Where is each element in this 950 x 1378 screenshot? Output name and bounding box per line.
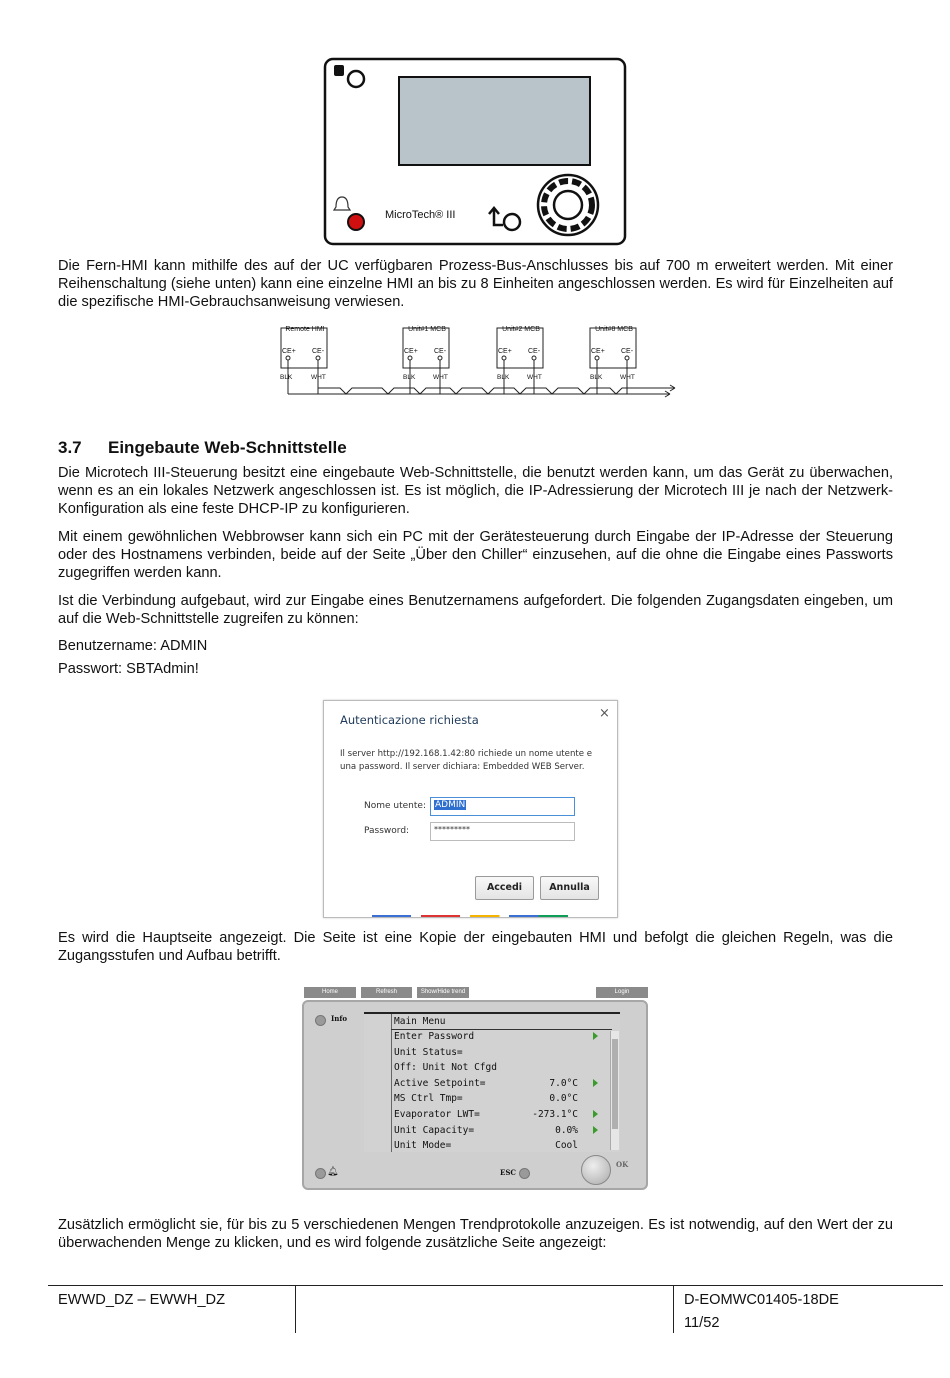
footer-divider-right: [673, 1285, 674, 1333]
paragraph-main-page: Es wird die Hauptseite angezeigt. Die Seite ist eine Kopie der eingebauten HMI und befolgt die gleichen Regeln, was die Zugangsstufen und Aufbau betrifft.: [58, 930, 893, 964]
hmi-brand-label: MicroTech® III: [385, 209, 456, 221]
bus-module-title: Unit#1 MCB: [408, 326, 446, 333]
wire-label: BLK: [403, 374, 416, 381]
pin-label: CE+: [591, 348, 605, 355]
esc-label: ESC: [500, 1168, 516, 1177]
paragraph-web-login: Ist die Verbindung aufgebaut, wird zur Eingabe eines Benutzernamens aufgefordert. Die folgenden Zugangsdaten eingeben, um auf die Web-Schnittstelle zugreifen zu können:: [58, 593, 893, 627]
paragraph-remote-hmi: Die Fern-HMI kann mithilfe des auf der UC verfügbaren Prozess-Bus-Anschlusses bis auf 700 m erweitert werden. Mit einer Reihenschaltung (siehe unten) kann eine einzelne HMI an bis zu 8 Einheiten angeschlossen werden. Es wird für Einzelheiten auf die spezifische HMI-Gebrauchsanweisung verwiesen.: [58, 258, 893, 310]
bus-module-unit8: [590, 326, 638, 333]
bus-module-unit2: [497, 326, 545, 333]
paragraph-web-intro: Die Microtech III-Steuerung besitzt eine eingebaute Web-Schnittstelle, die benutzt werden kann, um das Gerät zu überwachen, wenn es an ein lokales Netzwerk angeschlossen ist. Es ist möglich, die IP-Adressierung der Microtech III je nach der Netzwerk-Konfiguration als eine feste DHCP-IP zu konfigurieren.: [58, 465, 893, 517]
arrow-right-icon[interactable]: [593, 1032, 598, 1040]
menu-row-value: -273.1°C: [532, 1109, 578, 1120]
menu-row-value: 0.0%: [555, 1124, 578, 1136]
scrollbar-thumb[interactable]: [612, 1039, 618, 1129]
paragraph-web-browser: Mit einem gewöhnlichen Webbrowser kann sich ein PC mit der Gerätesteuerung durch Eingabe der IP-Adresse der Steuerung oder des Hostnamens verbinden, beide auf der Seite „Über den Chiller“ einzusehen, auf die ohne die Eingabe eines Passworts zugegriffen werden kann.: [58, 529, 893, 581]
info-label: Info: [331, 1014, 348, 1023]
menu-title-text: Main Menu: [394, 1016, 446, 1027]
credential-username: Benutzername: ADMIN: [58, 638, 208, 654]
esc-button[interactable]: [519, 1168, 530, 1179]
section-heading: [58, 438, 347, 458]
pin-label: CE+: [498, 348, 512, 355]
credential-password: Passwort: SBTAdmin!: [58, 661, 199, 677]
menu-row-label: Enter Password: [394, 1031, 475, 1042]
alarm-led-icon: [315, 1168, 326, 1179]
menu-row-label: Evaporator LWT=: [394, 1109, 480, 1120]
pin-label: CE+: [404, 348, 418, 355]
menu-row-value: Cool: [555, 1140, 578, 1152]
menu-row-label: Unit Mode=: [394, 1140, 452, 1152]
arrow-right-icon[interactable]: [593, 1126, 598, 1134]
menu-row[interactable]: [394, 1076, 612, 1091]
username-input[interactable]: [430, 797, 575, 816]
ok-knob[interactable]: [581, 1155, 611, 1185]
annulla-button: Annulla: [540, 876, 599, 900]
home-button[interactable]: Home: [304, 987, 356, 998]
accedi-button[interactable]: Accedi: [475, 876, 534, 900]
wire-label: WHT: [311, 374, 326, 381]
auth-dialog-message-line1: Il server http://192.168.1.42:80 richiede un nome utente e: [340, 749, 593, 759]
bus-module-title: Unit#8 MCB: [595, 326, 633, 333]
pin-label: CE-: [528, 348, 541, 355]
section-number: 3.7: [58, 438, 82, 457]
menu-left-rule: [391, 1014, 392, 1152]
menu-row-label: Off: Unit Not Cfgd: [394, 1062, 497, 1074]
username-value: ADMIN: [435, 800, 466, 810]
arrow-right-icon[interactable]: [593, 1110, 598, 1118]
info-led-icon: [315, 1015, 326, 1026]
auth-dialog-title: Autenticazione richiesta: [340, 713, 479, 727]
password-input[interactable]: [430, 822, 575, 841]
browser-accent-strip: [372, 915, 568, 917]
menu-row-label: Unit Status=: [394, 1046, 463, 1058]
hmi-device-drawing: [323, 57, 628, 247]
close-icon[interactable]: ×: [599, 706, 610, 721]
username-label: Nome utente:: [364, 801, 426, 811]
hmi-device-illustration: [323, 57, 628, 247]
bus-module-title: Remote HMI: [285, 326, 325, 333]
show-hide-trend-button[interactable]: Show/Hide trend: [417, 987, 469, 998]
login-button[interactable]: Login: [596, 987, 648, 998]
wire-label: BLK: [590, 374, 603, 381]
bus-wiring-diagram: [275, 322, 685, 406]
footer-page-number: 11/52: [684, 1315, 720, 1331]
password-label: Password:: [364, 826, 410, 836]
section-title: Eingebaute Web-Schnittstelle: [108, 438, 347, 457]
menu-row: [394, 1045, 612, 1060]
menu-row-value: 0.0°C: [549, 1093, 578, 1105]
menu-row-label: Active Setpoint=: [394, 1077, 486, 1089]
footer-model: EWWD_DZ – EWWH_DZ: [58, 1292, 226, 1308]
pin-label: CE-: [434, 348, 447, 355]
password-value: *********: [434, 825, 470, 834]
bus-wiring-drawing: [275, 322, 685, 406]
arrow-right-icon[interactable]: [593, 1079, 598, 1087]
menu-row-label: MS Ctrl Tmp=: [394, 1093, 463, 1105]
menu-row: [394, 1138, 612, 1153]
bell-icon: 🔔︎: [327, 1166, 339, 1176]
wire-label: BLK: [280, 374, 293, 381]
wire-label: WHT: [620, 374, 635, 381]
auth-dialog-message-line2: una password. Il server dichiara: Embedded WEB Server.: [340, 762, 585, 772]
menu-row-label: Unit Capacity=: [394, 1124, 475, 1136]
pin-label: CE+: [282, 348, 296, 355]
bus-module-title: Unit#2 MCB: [502, 326, 540, 333]
pin-label: CE-: [312, 348, 325, 355]
footer-doc-id: D-EOMWC01405-18DE: [684, 1292, 839, 1308]
menu-row[interactable]: [394, 1123, 612, 1138]
auth-dialog: [323, 700, 618, 918]
pin-label: CE-: [621, 348, 634, 355]
menu-row: [394, 1060, 612, 1075]
footer-rule-top: [48, 1285, 943, 1286]
wire-label: WHT: [527, 374, 542, 381]
menu-row-value: 7.0°C: [549, 1077, 578, 1089]
wire-label: BLK: [497, 374, 510, 381]
menu-row: [394, 1091, 612, 1106]
footer-divider-left: [295, 1285, 296, 1333]
wire-label: WHT: [433, 374, 448, 381]
menu-row[interactable]: [394, 1107, 612, 1122]
paragraph-trend: Zusätzlich ermöglicht sie, für bis zu 5 verschiedenen Mengen Trendprotokolle anzuzeigen. Es ist notwendig, auf den Wert der zu überwachenden Menge zu klicken, und es wird folgende zusätzliche Seite angezeigt:: [58, 1217, 893, 1251]
refresh-button[interactable]: Refresh: [361, 987, 412, 998]
menu-row[interactable]: [394, 1029, 612, 1044]
menu-title: [394, 1014, 612, 1029]
ok-label: OK: [616, 1160, 629, 1169]
bus-module-unit1: [403, 326, 451, 333]
bus-module-remote-hmi: [281, 326, 329, 333]
